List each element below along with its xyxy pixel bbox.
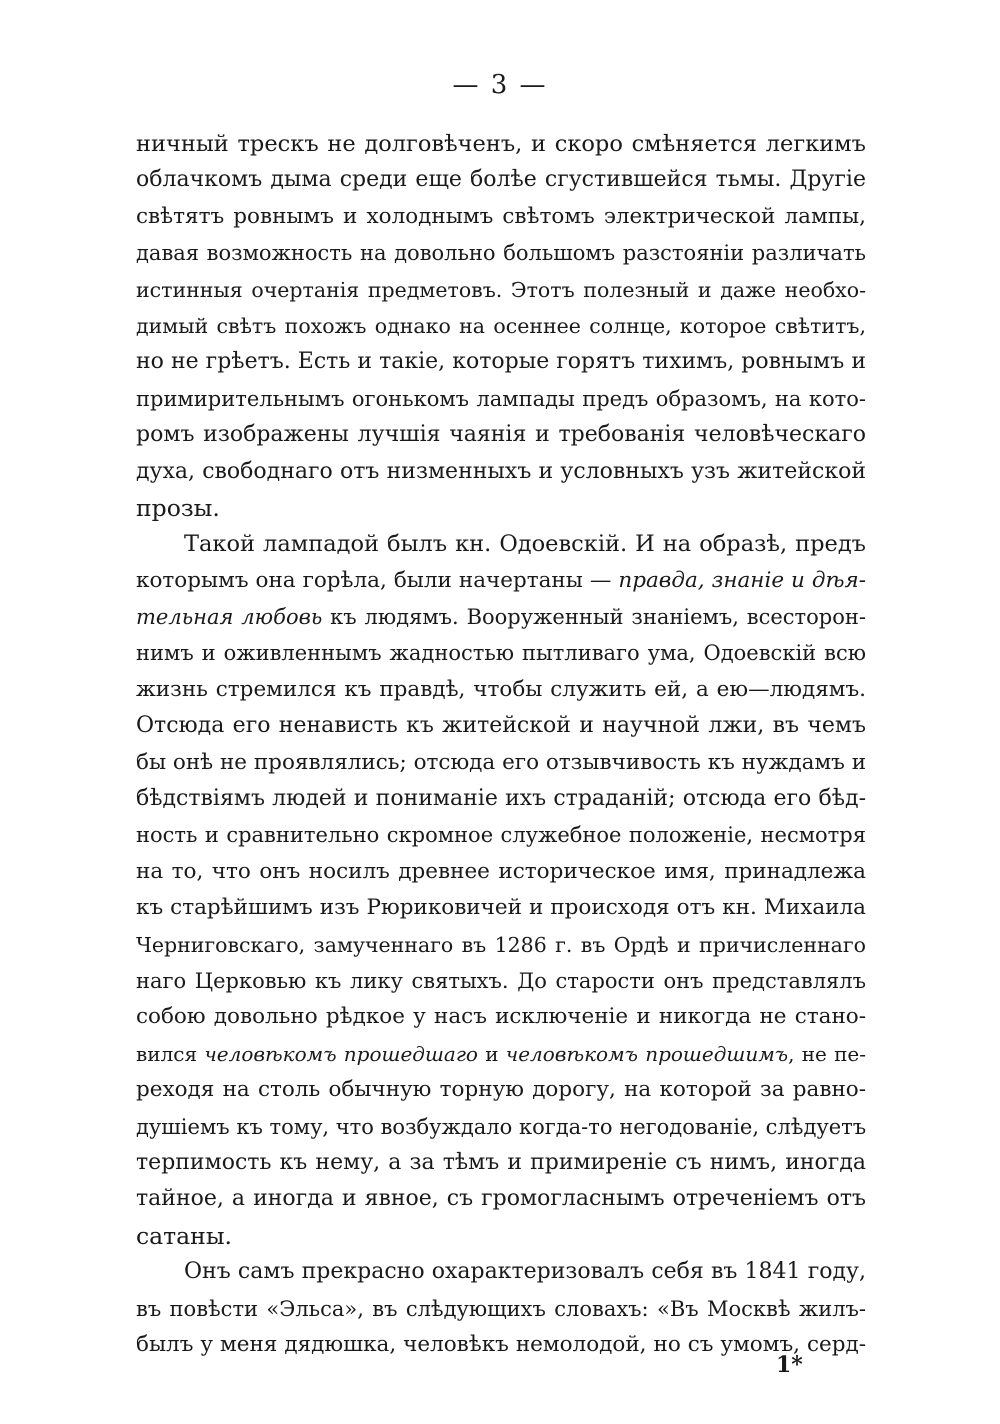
italic-span: тельная любовь	[136, 605, 323, 630]
italic-span: правда, знаніе и дѣя-	[618, 567, 866, 593]
text-line: жизнь стремился къ правдѣ, чтобы служить ей, а ею—людямъ.	[136, 676, 866, 702]
text-line: бы онѣ не проявлялись; отсюда его отзывчивость къ нуждамъ и	[136, 749, 866, 775]
body-text	[136, 126, 866, 1363]
text-span: и	[477, 1041, 506, 1066]
text-line: бѣдствіямъ людей и пониманіе ихъ страданій; отсюда его бѣд-	[136, 786, 866, 812]
text-line: собою довольно рѣдкое у насъ исключеніе и никогда не стано-	[136, 1004, 866, 1030]
text-line: сатаны.	[136, 1221, 233, 1250]
text-line: духа, свободнаго отъ низменныхъ и условныхъ узъ житейской	[136, 458, 866, 484]
text-line	[136, 1036, 866, 1072]
text-line: ничный трескъ не долговѣченъ, и скоро смѣняется легкимъ	[136, 131, 866, 157]
text-span: которымъ она горѣла, были начертаны —	[136, 567, 619, 593]
text-line: на то, что онъ носилъ древнее историческое имя, принадлежа	[136, 858, 866, 884]
text-line: прозы.	[136, 493, 220, 522]
text-span: вился	[136, 1041, 205, 1066]
text-line: въ повѣсти «Эльса», въ слѣдующихъ словахъ: «Въ Москвѣ жилъ-	[136, 1296, 866, 1321]
text-line: терпимость къ нему, а за тѣмъ и примиреніе съ нимъ, иногда	[136, 1149, 866, 1175]
text-line: реходя на столь обычную торную дорогу, на которой за равно-	[136, 1077, 866, 1103]
text-line: Черниговскаго, замученнаго въ 1286 г. въ Ордѣ и причисленнаго	[136, 932, 866, 957]
text-line	[136, 563, 866, 599]
text-line: Такой лампадой былъ кн. Одоевскій. И на образѣ, предъ	[184, 531, 866, 558]
italic-span: человѣкомъ прошедшаго	[204, 1041, 478, 1066]
text-line: ность и сравнительно скромное служебное положеніе, несмотря	[136, 823, 866, 848]
text-line: облачкомъ дыма среди еще болѣе сгустившейся тьмы. Другіе	[136, 167, 866, 193]
text-line: Отсюда его ненависть къ житейской и научной лжи, въ чемъ	[136, 713, 866, 739]
text-line: истинныя очертанія предметовъ. Этотъ полезный и даже необхо-	[136, 277, 866, 302]
text-line: тайное, а иногда и явное, съ громогласнымъ отреченіемъ отъ	[136, 1186, 866, 1212]
text-line: свѣтятъ ровнымъ и холоднымъ свѣтомъ электрической лампы,	[136, 203, 866, 229]
text-line: душіемъ къ тому, что возбуждало когда-то негодованіе, слѣдуетъ	[136, 1114, 866, 1139]
text-line	[136, 599, 866, 635]
italic-span: человѣкомъ прошедшимъ	[505, 1041, 789, 1066]
text-line: нимъ и оживленнымъ жадностью пытливаго ума, Одоевскій всю	[136, 641, 866, 666]
text-line: примирительнымъ огонькомъ лампады предъ образомъ, на кото-	[136, 386, 866, 411]
text-line: димый свѣтъ похожъ однако на осеннее солнце, которое свѣтитъ,	[136, 313, 866, 338]
page-number: — 3 —	[452, 70, 548, 100]
signature-mark: 1*	[776, 1352, 803, 1378]
text-line: Онъ самъ прекрасно охарактеризовалъ себя въ 1841 году,	[184, 1259, 866, 1285]
text-line: давая возможность на довольно большомъ разстояніи различать	[136, 241, 866, 266]
text-span: къ людямъ. Вооруженный знаніемъ, всесторон-	[322, 605, 866, 630]
text-line: ромъ изображены лучшія чаянія и требованія человѣческаго	[136, 422, 866, 448]
text-line: но не грѣетъ. Есть и такіе, которые горятъ тихимъ, ровнымъ и	[136, 349, 866, 375]
text-line: былъ у меня дядюшка, человѣкъ немолодой, но съ умомъ, серд-	[136, 1331, 866, 1357]
text-line: наго Церковью къ лику святыхъ. До старости онъ представлялъ	[136, 968, 866, 993]
text-span: , не пе-	[788, 1041, 866, 1066]
text-line: къ старѣйшимъ изъ Рюриковичей и происходя отъ кн. Михаила	[136, 895, 866, 921]
